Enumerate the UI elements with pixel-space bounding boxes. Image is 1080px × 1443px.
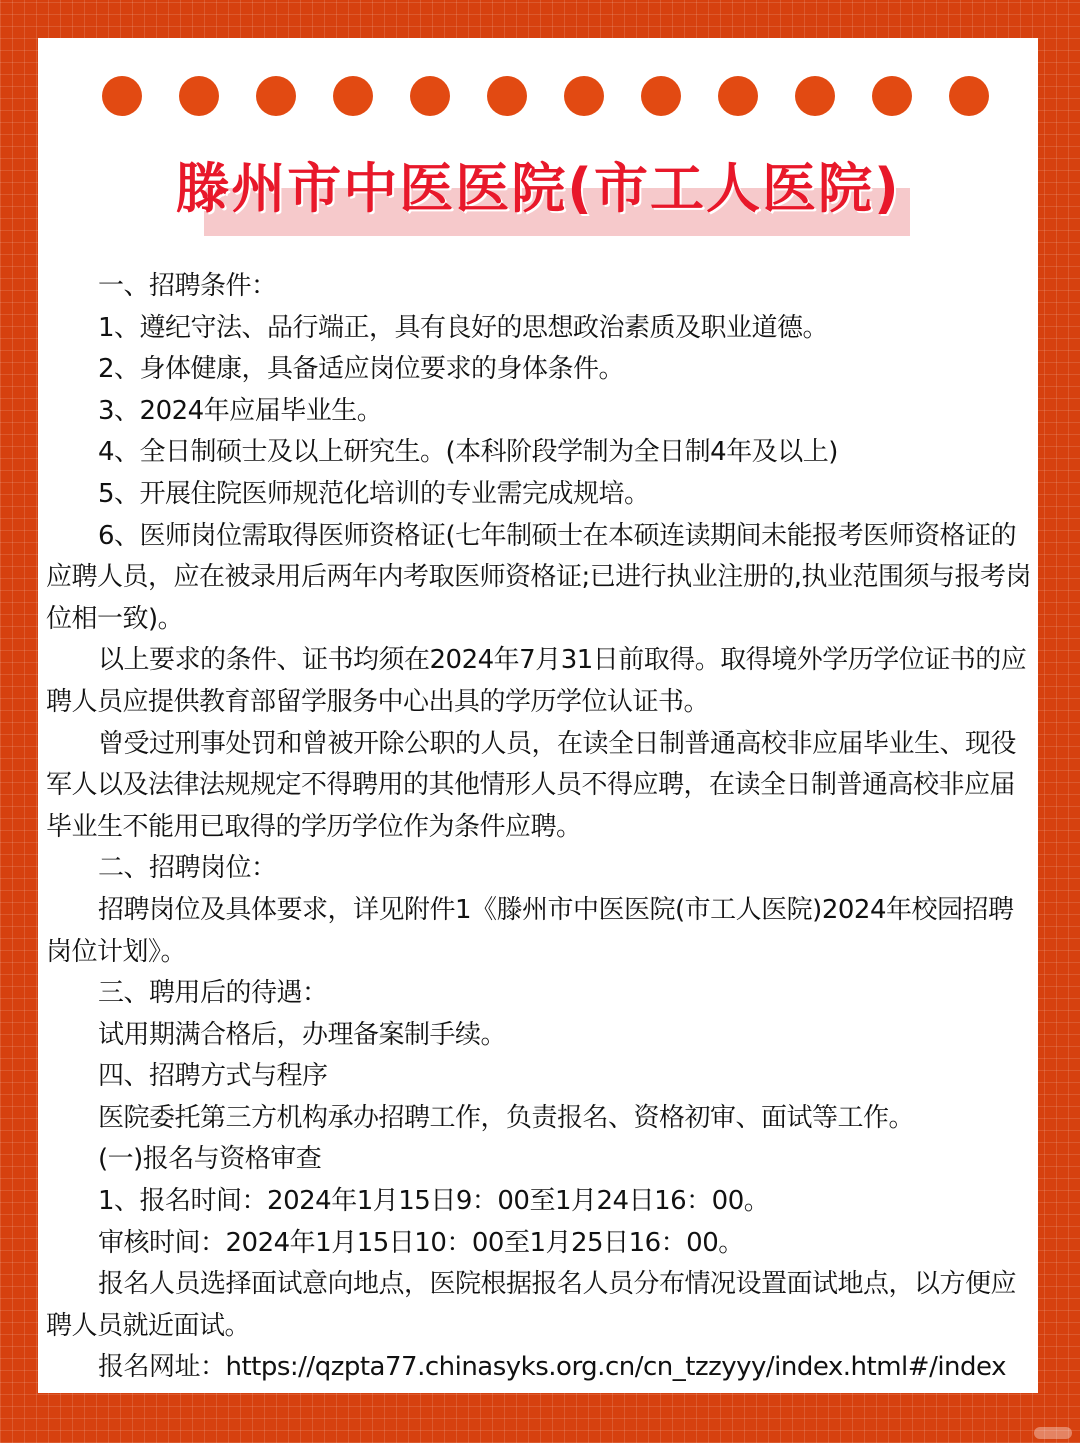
paragraph: 审核时间：2024年1月15日10：00至1月25日16：00。: [98, 1227, 744, 1258]
paragraph: 医院委托第三方机构承办招聘工作，负责报名、资格初审、面试等工作。: [98, 1102, 915, 1133]
section-heading: 二、招聘岗位：: [98, 853, 277, 884]
binder-hole-dot: [872, 76, 912, 116]
notice-body: [46, 266, 1036, 1389]
page-title: 滕州市中医医院(市工人医院): [175, 157, 901, 220]
paragraph: 2、身体健康，具备适应岗位要求的身体条件。: [98, 354, 625, 385]
binder-hole-dot: [795, 76, 835, 116]
section-heading: 三、聘用后的待遇：: [98, 978, 328, 1009]
section-heading: 四、招聘方式与程序: [98, 1061, 328, 1092]
notice-paper: [38, 38, 1038, 1393]
binder-hole-dot: [256, 76, 296, 116]
paragraph: 4、全日制硕士及以上研究生。(本科阶段学制为全日制4年及以上): [98, 437, 838, 468]
binder-hole-dot: [179, 76, 219, 116]
binder-hole-dot: [487, 76, 527, 116]
paragraph: 报名人员选择面试意向地点，医院根据报名人员分布情况设置面试地点，以方便应聘人员就近面试。: [46, 1269, 1017, 1341]
paragraph: 试用期满合格后，办理备案制手续。: [98, 1019, 507, 1050]
paragraph: 6、医师岗位需取得医师资格证(七年制硕士在本硕连读期间未能报考医师资格证的应聘人员，应在被录用后两年内考取医师资格证;已进行执业注册的,执业范围须与报考岗位相一致)。: [46, 520, 1032, 634]
sub-heading: (一)报名与资格审查: [98, 1144, 322, 1175]
binder-hole-dot: [564, 76, 604, 116]
paragraph: 曾受过刑事处罚和曾被开除公职的人员，在读全日制普通高校非应届毕业生、现役军人以及法律法规规定不得聘用的其他情形人员不得应聘，在读全日制普通高校非应届毕业生不能用已取得的学历学位作为条件应聘。: [46, 728, 1017, 842]
binder-hole-dot: [949, 76, 989, 116]
binder-hole-dot: [641, 76, 681, 116]
paragraph: 以上要求的条件、证书均须在2024年7月31日前取得。取得境外学历学位证书的应聘人员应提供教育部留学服务中心出具的学历学位认证书。: [46, 645, 1027, 717]
paragraph: 5、开展住院医师规范化培训的专业需完成规培。: [98, 478, 650, 509]
registration-url: 报名网址：https://qzpta77.chinasyks.org.cn/cn_tzzyyy/index.html#/index: [98, 1352, 1006, 1383]
binder-hole-dot: [718, 76, 758, 116]
watermark-logo: [1034, 1427, 1072, 1439]
binder-hole-dot: [333, 76, 373, 116]
paragraph: 招聘岗位及具体要求，详见附件1《滕州市中医医院(市工人医院)2024年校园招聘岗位计划》。: [46, 894, 1014, 967]
binder-holes: [38, 38, 1038, 158]
section-heading: 一、招聘条件：: [98, 271, 277, 301]
binder-hole-dot: [410, 76, 450, 116]
binder-hole-dot: [102, 76, 142, 116]
paragraph: 1、遵纪守法、品行端正，具有良好的思想政治素质及职业道德。: [98, 312, 829, 343]
paragraph: 3、2024年应届毕业生。: [98, 395, 383, 426]
paragraph: 1、报名时间：2024年1月15日9：00至1月24日16：00。: [98, 1186, 770, 1217]
